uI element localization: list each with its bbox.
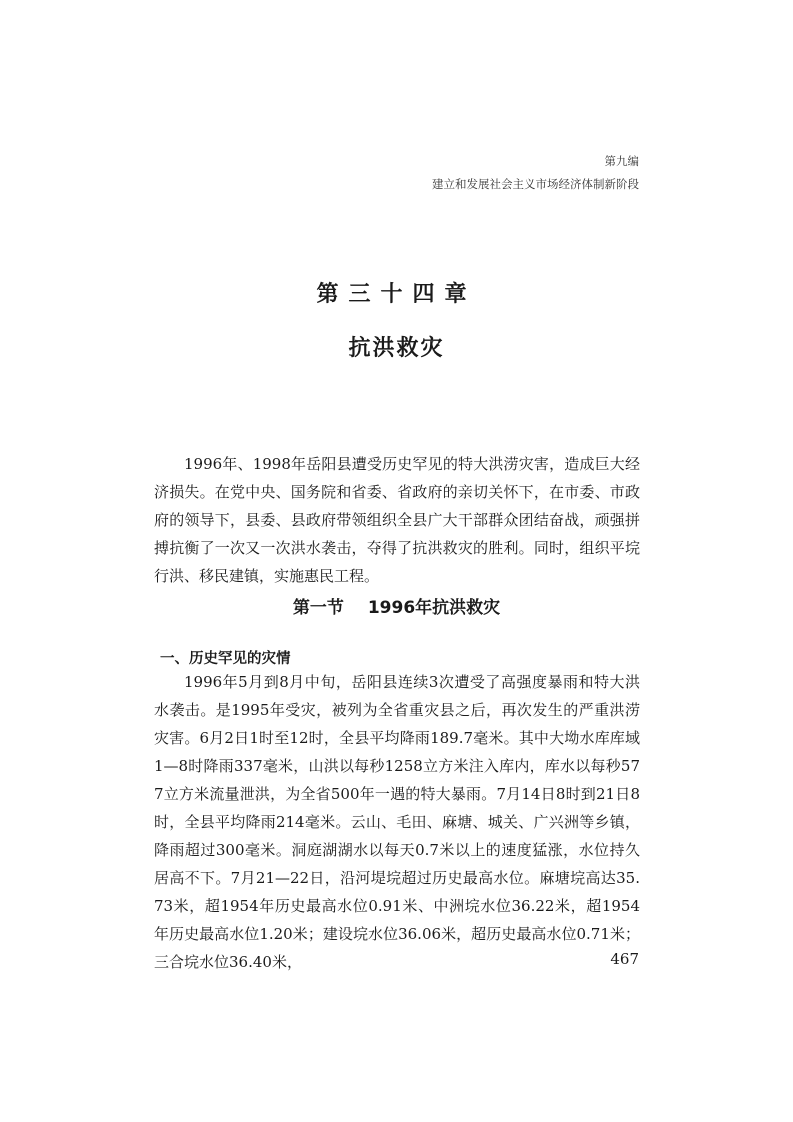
subsection-title: 一、历史罕见的灾情 (160, 651, 291, 667)
chapter-number: 第三十四章 (316, 282, 477, 307)
intro-block (154, 450, 640, 590)
page-number: 467 (610, 950, 639, 968)
running-head-part-title: 建立和发展社会主义市场经济体制新阶段 (432, 177, 639, 191)
main-paragraph: 1996年5月到8月中旬，岳阳县连续3次遭受了高强度暴雨和特大洪水袭击。是1995年受灾，被列为全省重灾县之后，再次发生的严重洪涝灾害。6月2日1时至12时，全县平均降雨189.7毫米。其中大坳水库库域1—8时降雨337毫米，山洪以每秒1258立方米注入库内，库水以每秒577立方米流量泄洪，为全省500年一遇的特大暴雨。7月14日8时到21日8时，全县平均降雨214毫米。云山、毛田、麻塘、城关、广兴洲等乡镇，降雨超过300毫米。洞庭湖湖水以每天0.7米以上的速度猛涨，水位持久居高不下。7月21—22日，沿河堤垸超过历史最高水位。麻塘垸高达35.73米，超1954年历史最高水位0.91米、中洲垸水位36.22米，超1954年历史最高水位1.20米；建设垸水位36.06米，超历史最高水位0.71米；三合垸水位36.40米， (154, 673, 640, 971)
section-number: 第一节 (292, 598, 344, 618)
section-title: 1996年抗洪救灾 (367, 598, 501, 618)
main-block (154, 668, 640, 976)
chapter-title: 抗洪救灾 (348, 336, 445, 361)
section-heading (0, 594, 793, 622)
running-head (432, 150, 639, 196)
running-head-part: 第九编 (604, 154, 639, 168)
intro-paragraph: 1996年、1998年岳阳县遭受历史罕见的特大洪涝灾害，造成巨大经济损失。在党中央、国务院和省委、省政府的亲切关怀下，在市委、市政府的领导下，县委、县政府带领组织全县广大干部群众团结奋战，顽强拼搏抗衡了一次又一次洪水袭击，夺得了抗洪救灾的胜利。同时，组织平垸行洪、移民建镇，实施惠民工程。 (154, 455, 640, 585)
